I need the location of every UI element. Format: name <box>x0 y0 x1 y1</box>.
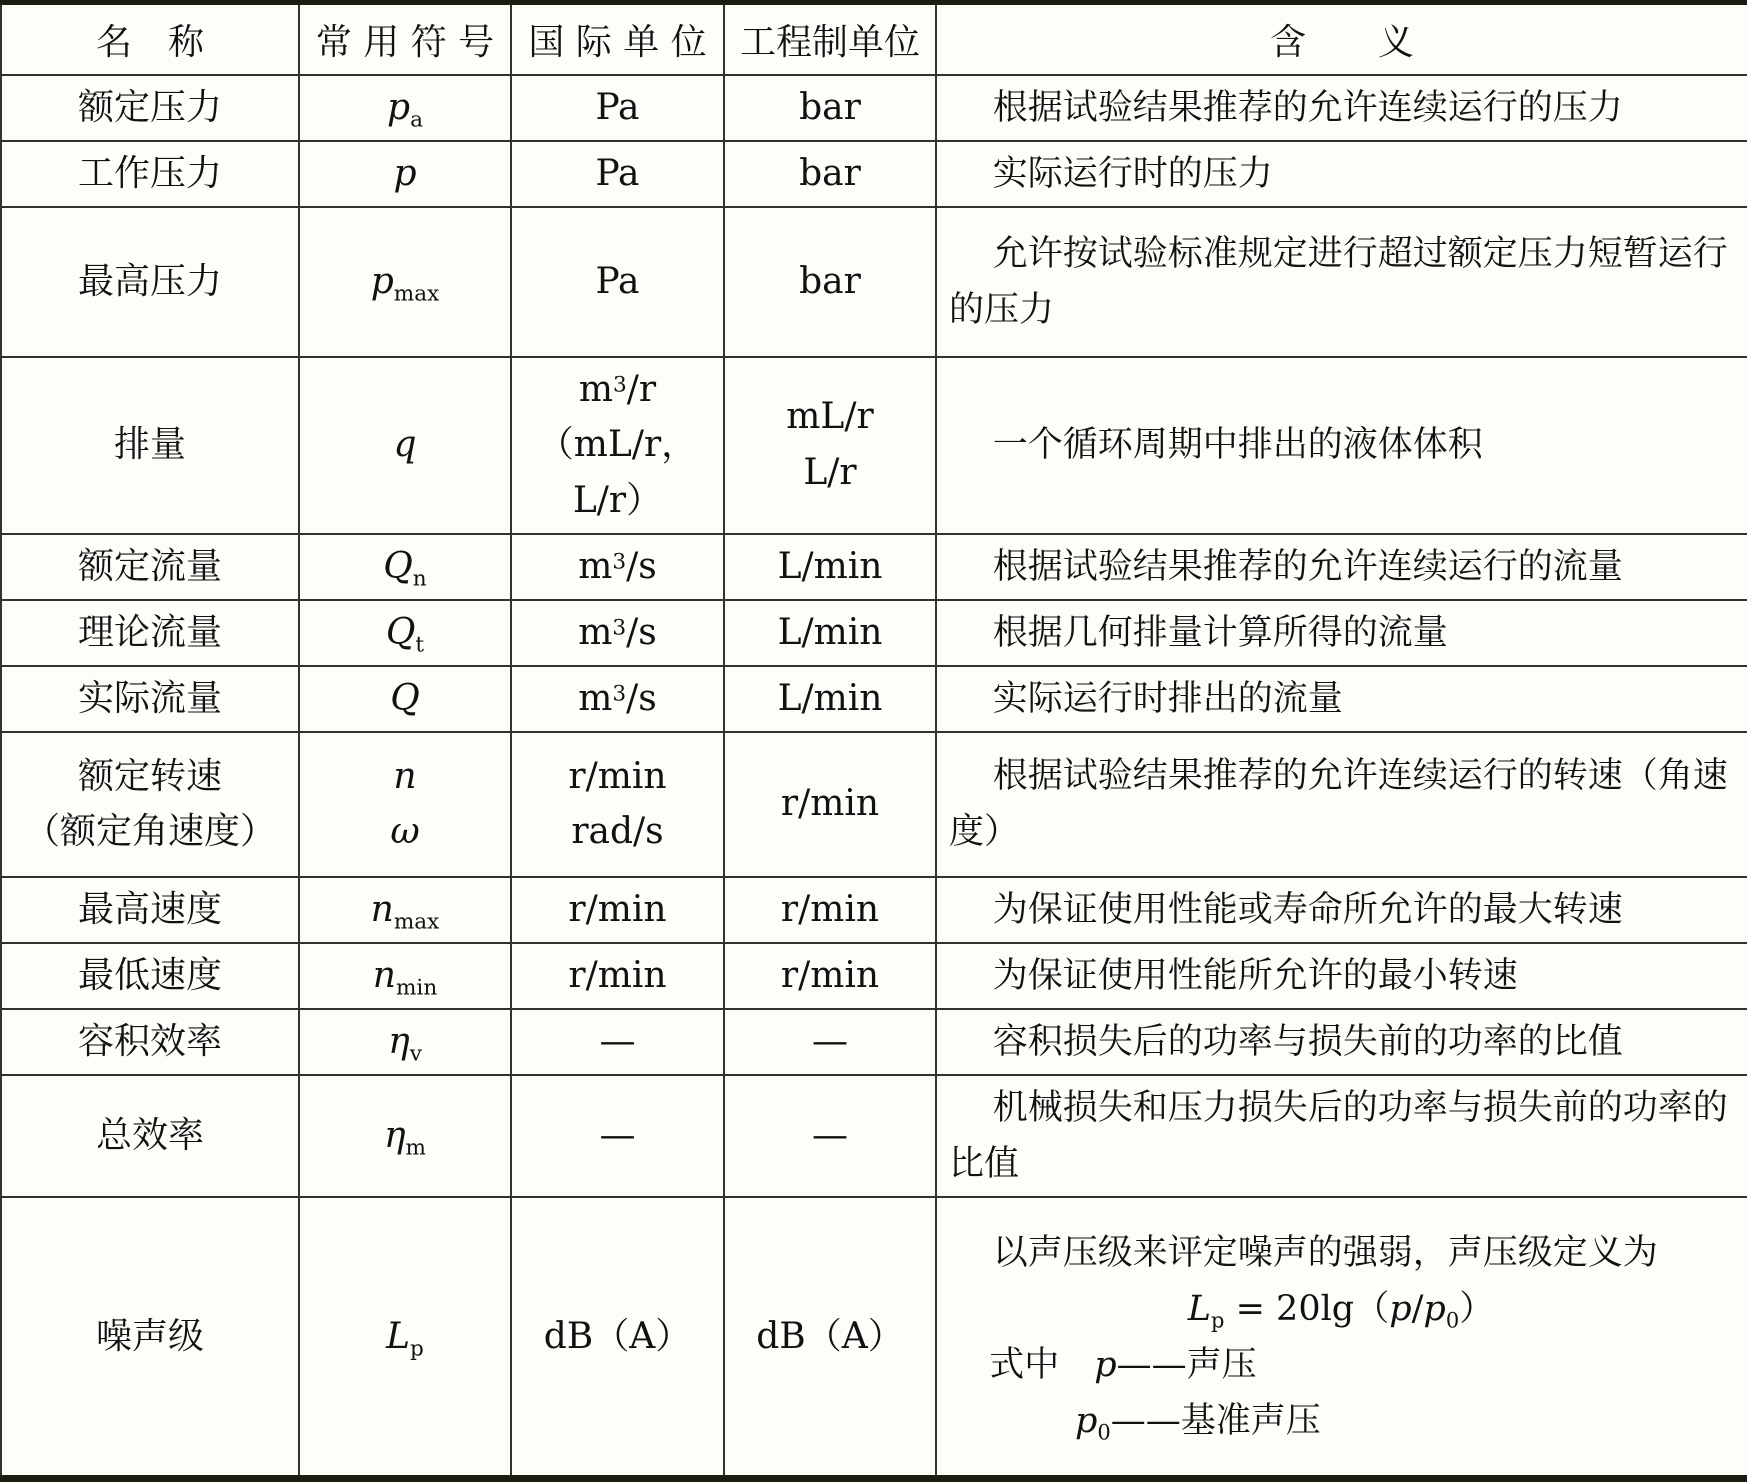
cell-line: r/min <box>780 783 880 825</box>
table-body <box>1 75 1747 1479</box>
meaning-cell <box>936 141 1747 207</box>
meaning-cell <box>936 357 1747 534</box>
cell-line: — <box>599 1114 636 1156</box>
cell-line: $\eta_v$ <box>388 1020 422 1067</box>
name-cell <box>1 357 299 534</box>
eng-unit-cell <box>724 666 936 732</box>
meaning-line: 根据几何排量计算所得的流量 <box>992 612 1448 653</box>
column-header: 国 际 单 位 <box>511 3 724 75</box>
meaning-cell <box>936 534 1747 600</box>
eng-unit-cell <box>724 207 936 357</box>
meaning-cell <box>936 732 1747 877</box>
eng-unit-cell <box>724 732 936 877</box>
cell-line: 额定压力 <box>77 86 222 128</box>
meaning-cell <box>936 600 1747 666</box>
cell-line: 总效率 <box>95 1114 204 1156</box>
si-unit-cell <box>511 1009 724 1075</box>
name-cell <box>1 534 299 600</box>
si-unit-cell <box>511 877 724 943</box>
cell-line: 噪声级 <box>95 1315 204 1357</box>
meaning-cell <box>936 943 1747 1009</box>
column-header: 含 义 <box>936 3 1747 75</box>
cell-line: — <box>812 1020 848 1062</box>
meaning-line: 实际运行时排出的流量 <box>992 678 1343 719</box>
column-header: 工程制单位 <box>724 3 936 75</box>
header-row <box>1 3 1747 75</box>
cell-line: r/min <box>780 888 880 930</box>
symbol-cell <box>299 141 511 207</box>
si-unit-cell <box>511 666 724 732</box>
table-row <box>1 357 1747 534</box>
si-unit-cell <box>511 141 724 207</box>
meaning-line: 一个循环周期中排出的液体体积 <box>992 425 1483 466</box>
symbol-cell <box>299 357 511 534</box>
cell-line: $Q_n$ <box>383 545 427 592</box>
si-unit-cell <box>511 207 724 357</box>
cell-line: $p_{max}$ <box>370 260 440 307</box>
table-row <box>1 877 1747 943</box>
cell-line: ω <box>390 811 420 853</box>
name-cell <box>1 1009 299 1075</box>
symbol-cell <box>299 534 511 600</box>
meaning-cell <box>936 207 1747 357</box>
eng-unit-cell <box>724 75 936 141</box>
table-row <box>1 666 1747 732</box>
cell-line: p <box>393 152 417 194</box>
meaning-cell <box>936 75 1747 141</box>
cell-line: rad/s <box>571 811 664 853</box>
symbol-cell <box>299 1075 511 1197</box>
meaning-cell <box>936 1197 1747 1479</box>
eng-unit-cell <box>724 357 936 534</box>
cell-line: $L_p$ <box>386 1315 424 1362</box>
meaning-line: 式中 p——声压 <box>989 1344 1257 1385</box>
cell-line: Pa <box>595 152 640 194</box>
symbol-cell <box>299 1009 511 1075</box>
symbol-cell <box>299 666 511 732</box>
eng-unit-cell <box>724 534 936 600</box>
name-cell <box>1 1075 299 1197</box>
cell-line: Q <box>390 677 420 719</box>
cell-line: dB（A） <box>543 1315 692 1357</box>
eng-unit-cell <box>724 943 936 1009</box>
eng-unit-cell <box>724 1197 936 1479</box>
cell-line: 最高速度 <box>77 888 222 930</box>
table-row <box>1 1197 1747 1479</box>
eng-unit-cell <box>724 600 936 666</box>
symbol-cell <box>299 732 511 877</box>
cell-line: L/r <box>803 452 857 494</box>
cell-line: bar <box>799 152 861 194</box>
eng-unit-cell <box>724 1009 936 1075</box>
symbol-cell <box>299 75 511 141</box>
cell-line: Pa <box>595 86 640 128</box>
meaning-line: 根据试验结果推荐的允许连续运行的压力 <box>992 87 1623 128</box>
symbol-cell <box>299 1197 511 1479</box>
si-unit-cell <box>511 1075 724 1197</box>
cell-line: L/min <box>777 611 883 653</box>
cell-line: bar <box>799 86 861 128</box>
cell-line: L/min <box>777 677 883 719</box>
cell-line: $p_a$ <box>387 86 423 133</box>
cell-line: r/min <box>568 888 667 930</box>
cell-line: $m^3/s$ <box>578 677 657 719</box>
symbol-cell <box>299 877 511 943</box>
cell-line: dB（A） <box>756 1315 904 1357</box>
table-row <box>1 1009 1747 1075</box>
si-unit-cell <box>511 75 724 141</box>
cell-line: $m^3/s$ <box>578 611 657 653</box>
table-row <box>1 75 1747 141</box>
cell-line: $n_{min}$ <box>372 954 438 1001</box>
name-cell <box>1 732 299 877</box>
meaning-line: 允许按试验标准规定进行超过额定压力短暂运行的压力 <box>949 233 1728 330</box>
cell-line: 最高压力 <box>77 260 222 302</box>
meaning-cell <box>936 1009 1747 1075</box>
table-row <box>1 207 1747 357</box>
meaning-line: $L_p = 20\lg(p/p_0)$ <box>1187 1288 1495 1332</box>
name-cell <box>1 943 299 1009</box>
cell-line: $Q_t$ <box>385 611 425 658</box>
cell-line: $m^3/r$ <box>578 368 657 410</box>
si-unit-cell <box>511 943 724 1009</box>
cell-line: 排量 <box>113 424 186 466</box>
meaning-line: 以声压级来评定噪声的强弱，声压级定义为 <box>992 1232 1658 1273</box>
cell-line: Pa <box>595 260 640 302</box>
cell-line: — <box>812 1114 848 1156</box>
eng-unit-cell <box>724 1075 936 1197</box>
cell-line: n <box>393 755 417 797</box>
meaning-line: 为保证使用性能或寿命所允许的最大转速 <box>992 889 1623 930</box>
name-cell <box>1 666 299 732</box>
meaning-line: 机械损失和压力损失后的功率与损失前的功率的比值 <box>949 1087 1728 1184</box>
name-cell <box>1 600 299 666</box>
cell-line: mL/r <box>786 396 874 438</box>
meaning-line: 根据试验结果推荐的允许连续运行的流量 <box>992 546 1623 587</box>
symbol-cell <box>299 943 511 1009</box>
table-row <box>1 600 1747 666</box>
cell-line: 容积效率 <box>77 1020 222 1062</box>
meaning-line: $p_0——$基准声压 <box>1075 1400 1321 1444</box>
eng-unit-cell <box>724 877 936 943</box>
table-row <box>1 1075 1747 1197</box>
column-header: 常 用 符 号 <box>299 3 511 75</box>
table-row <box>1 534 1747 600</box>
meaning-line: 容积损失后的功率与损失前的功率的比值 <box>992 1021 1623 1062</box>
si-unit-cell <box>511 534 724 600</box>
si-unit-cell <box>511 1197 724 1479</box>
cell-line: 理论流量 <box>77 611 222 653</box>
cell-line: （额定角速度） <box>23 811 276 853</box>
cell-line: L/min <box>777 545 883 587</box>
meaning-cell <box>936 1075 1747 1197</box>
symbol-cell <box>299 600 511 666</box>
name-cell <box>1 141 299 207</box>
cell-line: 额定转速 <box>77 755 222 797</box>
cell-line: r/min <box>568 954 667 996</box>
meaning-cell <box>936 877 1747 943</box>
cell-line: r/min <box>780 954 880 996</box>
cell-line: （mL/r，L/r） <box>537 424 698 522</box>
name-cell <box>1 207 299 357</box>
cell-line: r/min <box>568 755 667 797</box>
cell-line: 最低速度 <box>77 954 222 996</box>
table-row <box>1 141 1747 207</box>
name-cell <box>1 1197 299 1479</box>
cell-line: q <box>393 424 417 466</box>
cell-line: — <box>599 1020 636 1062</box>
cell-line: 工作压力 <box>77 152 222 194</box>
cell-line: $m^3/s$ <box>578 545 657 587</box>
name-cell <box>1 877 299 943</box>
name-cell <box>1 75 299 141</box>
cell-line: bar <box>799 260 861 302</box>
eng-unit-cell <box>724 141 936 207</box>
cell-line: 实际流量 <box>77 677 222 719</box>
si-unit-cell <box>511 357 724 534</box>
meaning-line: 实际运行时的压力 <box>992 153 1273 194</box>
si-unit-cell <box>511 600 724 666</box>
cell-line: $n_{max}$ <box>370 888 440 935</box>
meaning-line: 根据试验结果推荐的允许连续运行的转速（角速度） <box>949 756 1728 853</box>
cell-line: 额定流量 <box>77 545 222 587</box>
meaning-cell <box>936 666 1747 732</box>
si-unit-cell <box>511 732 724 877</box>
cell-line: $\eta_m$ <box>383 1114 427 1161</box>
table-row <box>1 732 1747 877</box>
table-row <box>1 943 1747 1009</box>
meaning-line: 为保证使用性能所允许的最小转速 <box>992 955 1518 996</box>
column-header: 名 称 <box>1 3 299 75</box>
symbol-cell <box>299 207 511 357</box>
